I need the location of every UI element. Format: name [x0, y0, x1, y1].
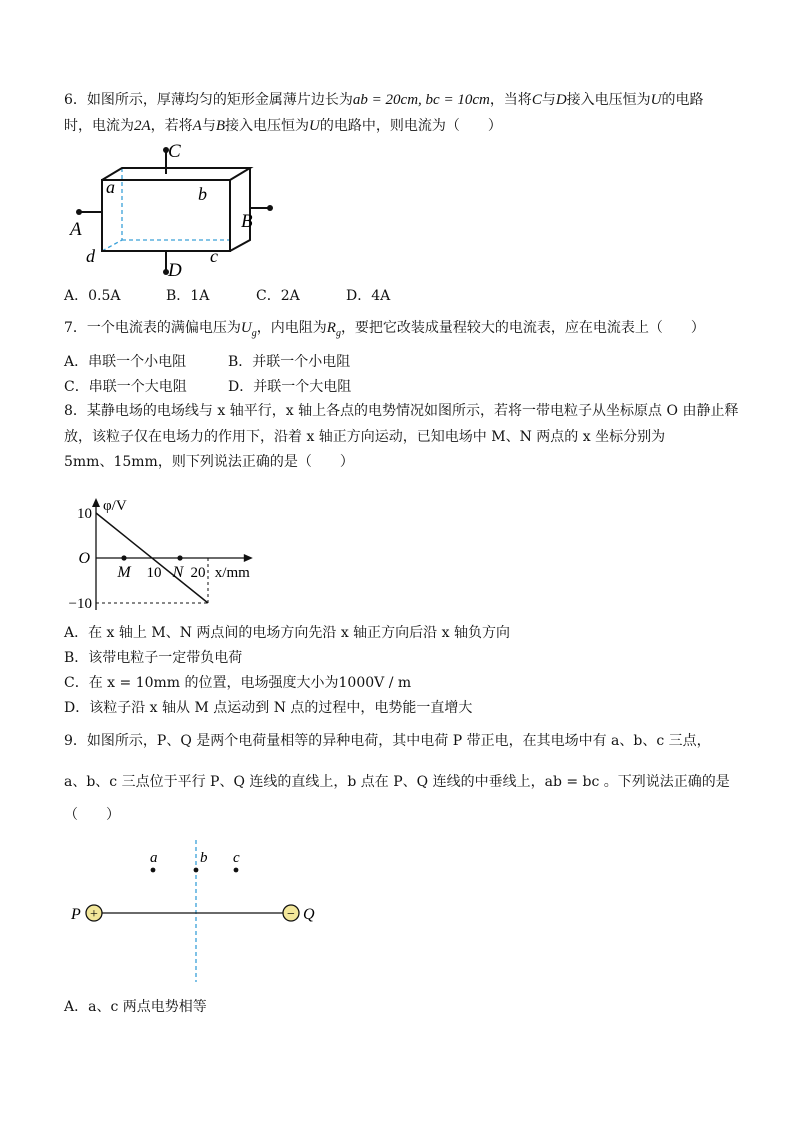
q9-option-a[interactable]: A．a、c 两点电势相等: [64, 999, 207, 1015]
q6-line1: 6．如图所示，厚薄均匀的矩形金属薄片边长为ab = 20cm, bc = 10cm，当将C与D接入电压恒为U的电路: [64, 92, 704, 108]
point-N: [177, 555, 182, 560]
q7-stem: 7．一个电流表的满偏电压为$U_g$，内电阻为$R_g$，要把它改装成量程较大的电流表，应在电流表上（ ）: [64, 320, 705, 339]
q8-potential-chart: [60, 478, 290, 618]
q9-charges-figure: [64, 836, 324, 986]
label-D: D: [168, 260, 182, 281]
q6-option-a[interactable]: A．0.5A: [64, 288, 121, 304]
q6-metal-sheet-figure: [60, 138, 280, 286]
label-N: N: [172, 564, 184, 581]
label-a: a: [150, 850, 158, 866]
y-tick-minus-10: −10: [68, 596, 92, 612]
q8-line3: 5mm、15mm，则下列说法正确的是（ ）: [64, 454, 354, 470]
q7-number: 7．: [64, 320, 87, 336]
top-face: [102, 168, 250, 180]
q6-dimensions: ab = 20cm, bc = 10cm: [352, 92, 490, 108]
q8-line1: 8．某静电场的电场线与 x 轴平行，x 轴上各点的电势情况如图所示，若将一带电粒子从坐标原点 O 由静止释: [64, 403, 739, 419]
q6-number: 6．: [64, 92, 87, 108]
label-Q: Q: [303, 906, 315, 923]
label-P: P: [71, 906, 81, 923]
q7-option-c[interactable]: C．串联一个大电阻: [64, 379, 187, 395]
x-tick-10: 10: [146, 565, 162, 581]
q9-line2: a、b、c 三点位于平行 P、Q 连线的直线上，b 点在 P、Q 连线的中垂线上，ab = bc 。下列说法正确的是: [64, 774, 730, 790]
q6-option-d[interactable]: D．4A: [346, 288, 391, 304]
hidden-edge-depth: [102, 240, 122, 251]
label-b: b: [200, 850, 208, 866]
q8-option-d[interactable]: D．该粒子沿 x 轴从 M 点运动到 N 点的过程中，电势能一直增大: [64, 700, 473, 716]
q7-option-b[interactable]: B．并联一个小电阻: [228, 354, 351, 370]
q8-option-c[interactable]: C．在 x = 10mm 的位置，电场强度大小为1000V / m: [64, 675, 412, 691]
label-a: a: [106, 177, 115, 197]
x-axis-label: x/mm: [214, 565, 250, 581]
origin-label: O: [78, 550, 90, 567]
label-M: M: [117, 564, 131, 581]
y-axis-arrow: [92, 498, 100, 507]
point-c: [234, 868, 239, 873]
q6-option-c[interactable]: C．2A: [256, 288, 300, 304]
x-axis-arrow: [244, 554, 253, 562]
label-c: c: [233, 850, 240, 866]
label-C: C: [168, 141, 181, 162]
point-M: [121, 555, 126, 560]
label-b: b: [198, 184, 207, 204]
x-tick-20: 20: [190, 565, 206, 581]
q9-line3: （ ）: [64, 807, 120, 823]
q8-line2: 放，该粒子仅在电场力的作用下，沿着 x 轴正方向运动，已知电场中 M、N 两点的 x 坐标分别为: [64, 429, 666, 445]
q7-option-d[interactable]: D．并联一个大电阻: [228, 379, 352, 395]
q6-line2: 时，电流为2A，若将A与B接入电压恒为U的电路中，则电流为（ ）: [64, 118, 502, 134]
label-B: B: [241, 211, 253, 232]
label-c: c: [210, 246, 218, 266]
q7-options-row2: [64, 377, 351, 397]
q6-option-b[interactable]: B．1A: [166, 288, 210, 304]
label-d: d: [86, 246, 95, 266]
y-tick-10: 10: [77, 506, 92, 522]
label-A: A: [70, 219, 82, 240]
q9-line1: 9．如图所示，P、Q 是两个电荷量相等的异种电荷，其中电荷 P 带正电，在其电场中有 a、b、c 三点，: [64, 733, 711, 749]
q8-number: 8．: [64, 403, 87, 419]
point-b: [194, 868, 199, 873]
q9-number: 9．: [64, 733, 87, 749]
q6-options: [64, 286, 390, 306]
right-face: [230, 168, 250, 251]
q7-options-row1: [64, 352, 350, 372]
q8-option-b[interactable]: B．该带电粒子一定带负电荷: [64, 650, 243, 666]
terminal-A-dot: [76, 209, 82, 215]
q8-option-a[interactable]: A．在 x 轴上 M、N 两点间的电场方向先沿 x 轴正方向后沿 x 轴负方向: [64, 625, 510, 641]
minus-sign: −: [287, 907, 295, 922]
plus-sign: +: [90, 907, 98, 922]
y-axis-label: φ/V: [103, 498, 127, 514]
terminal-B-dot: [267, 205, 273, 211]
point-a: [151, 868, 156, 873]
q7-option-a[interactable]: A．串联一个小电阻: [64, 354, 187, 370]
